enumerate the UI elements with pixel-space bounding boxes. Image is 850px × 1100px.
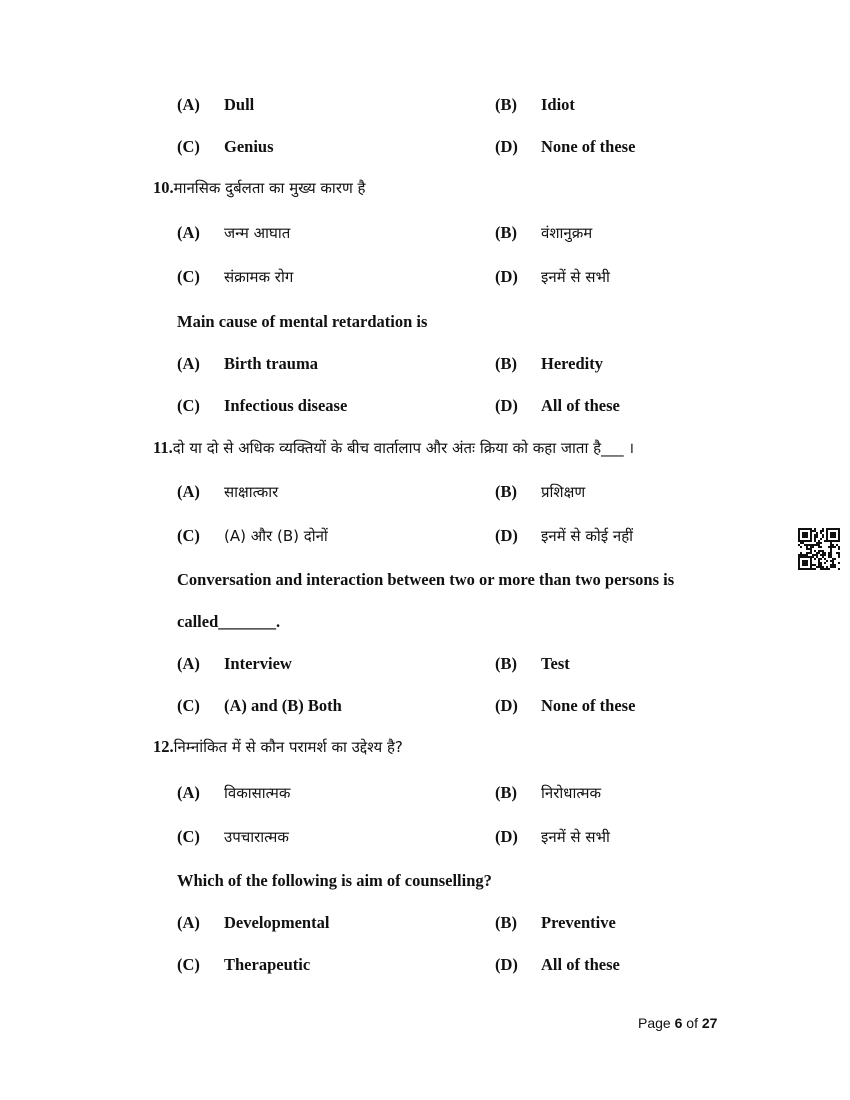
option-label: (B) <box>495 223 517 242</box>
option-text: Developmental <box>224 913 330 932</box>
option-text: Interview <box>224 654 292 673</box>
option-text: निरोधात्मक <box>541 784 602 802</box>
option-text: Dull <box>224 95 255 114</box>
option-label: (B) <box>495 913 517 932</box>
option-text: All of these <box>541 396 620 415</box>
option-text: (A) और (B) दोनों <box>224 527 328 545</box>
option-label: (C) <box>177 137 200 156</box>
option-label: (D) <box>495 827 518 846</box>
option-text: (A) and (B) Both <box>224 696 342 715</box>
option-text: Infectious disease <box>224 396 348 415</box>
option-label: (D) <box>495 396 518 415</box>
option-text: विकासात्मक <box>224 784 291 802</box>
option-label: (B) <box>495 783 517 802</box>
option-text: Birth trauma <box>224 354 318 373</box>
option-label: (D) <box>495 696 518 715</box>
option-text: Therapeutic <box>224 955 311 974</box>
option-label: (A) <box>177 482 200 501</box>
question-hindi <box>153 736 403 758</box>
option-text: Idiot <box>541 95 575 114</box>
option-label: (A) <box>177 783 200 802</box>
option-label: (D) <box>495 955 518 974</box>
option-label: (C) <box>177 267 200 286</box>
option-text: इनमें से सभी <box>541 828 610 846</box>
option-label: (A) <box>177 223 200 242</box>
option-text: संक्रामक रोग <box>224 268 294 286</box>
question-english: Which of the following is aim of counselling? <box>177 871 492 890</box>
page-number: Page 6 of 27 <box>638 1015 718 1031</box>
option-text: प्रशिक्षण <box>541 483 586 501</box>
qr-code-icon <box>798 528 840 570</box>
option-label: (B) <box>495 95 517 114</box>
question-number: 11. <box>153 438 173 457</box>
option-text: None of these <box>541 137 636 156</box>
option-text: Test <box>541 654 570 673</box>
option-label: (C) <box>177 526 200 545</box>
option-text: उपचारात्मक <box>224 828 289 846</box>
question-text: निम्नांकित में से कौन परामर्श का उद्देश्य है? <box>173 738 403 756</box>
question-english: Conversation and interaction between two or more than two persons is <box>177 570 675 589</box>
option-text: All of these <box>541 955 620 974</box>
question-english: called_______. <box>177 612 281 631</box>
option-label: (B) <box>495 654 517 673</box>
option-label: (B) <box>495 354 517 373</box>
question-hindi <box>153 177 366 199</box>
option-text: Genius <box>224 137 274 156</box>
option-label: (D) <box>495 267 518 286</box>
option-text: Preventive <box>541 913 616 932</box>
question-number: 12. <box>153 737 174 756</box>
option-text: None of these <box>541 696 636 715</box>
question-text: मानसिक दुर्बलता का मुख्य कारण है <box>173 179 366 197</box>
option-label: (A) <box>177 354 200 373</box>
option-text: इनमें से कोई नहीं <box>541 527 634 545</box>
option-label: (C) <box>177 396 200 415</box>
question-number: 10. <box>153 178 174 197</box>
option-text: साक्षात्कार <box>224 483 279 501</box>
question-english: Main cause of mental retardation is <box>177 312 428 331</box>
option-label: (A) <box>177 654 200 673</box>
option-label: (C) <box>177 955 200 974</box>
option-text: इनमें से सभी <box>541 268 610 286</box>
option-label: (C) <box>177 827 200 846</box>
option-label: (D) <box>495 526 518 545</box>
option-text: वंशानुक्रम <box>541 224 593 242</box>
option-text: जन्म आघात <box>224 224 291 242</box>
question-text: दो या दो से अधिक व्यक्तियों के बीच वार्तालाप और अंतः क्रिया को कहा जाता है___ । <box>172 439 635 457</box>
option-label: (C) <box>177 696 200 715</box>
option-label: (B) <box>495 482 517 501</box>
option-label: (A) <box>177 913 200 932</box>
option-label: (D) <box>495 137 518 156</box>
question-hindi <box>153 437 634 459</box>
option-label: (A) <box>177 95 200 114</box>
option-text: Heredity <box>541 354 604 373</box>
